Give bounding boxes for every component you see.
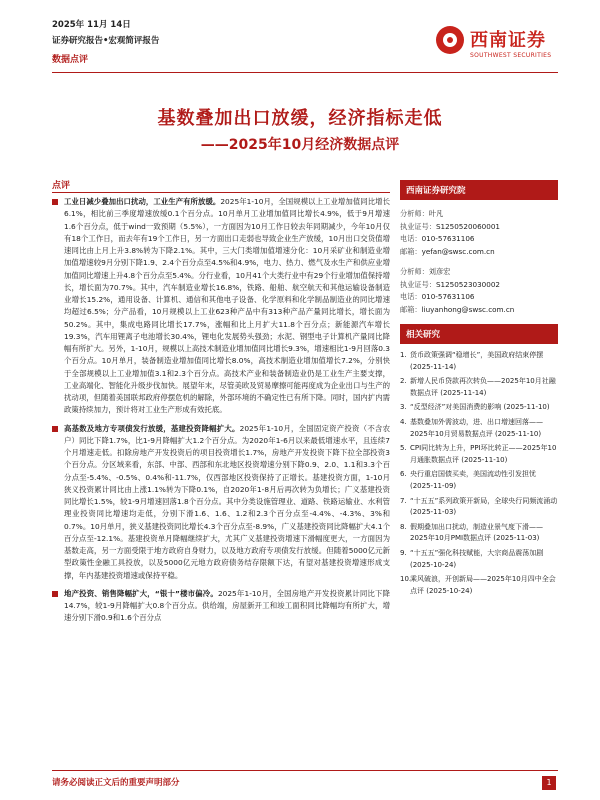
paragraph-industry [52, 196, 390, 417]
related-item-number: 9. [400, 548, 407, 557]
paragraph-text: 2025年1-10月，全国规模以上工业增加值同比增长6.1%，相比前三季度增速放缓0.1个百分点。10月单月工业增加值同比增长4.9%，低于9月增速1.6个百分点，低于wind一致预期（5.5%），一方面因为10月工作日较去年同期减少，今年10月仅有18个工作日，而去年有19个工作日，另一方面出口走弱也导致企业生产放缓，10月出口交货值增速同比由上月上升3.8%转为下降2.1%。其中，三大门类增加值增速分化：10月采矿业和制造业增加值增速较9月分别下降1.9、2.4个百分点至4.5%和4.9%，电力、热力、燃气及水生产和供应业增加值同比增速上升4.8个百分点至5.4%。分行业看，10月41个大类行业中有29个行业增加值保持增长，增长面为70.7%。其中，汽车制造业增长16.8%，铁路、船舶、航空航天和其他运输设备制造业增长15.2%，通用设备、计算机、通信和其他电子设备、化学原料和化学制品制造业的同比增速均超过6.5%；分产品看，10月规模以上工业623种产品中有313种产品产量同比增长，增长面为50.2%。其中，集成电路同比增长17.7%，涨幅和比上月扩大11.8个百分点；新能源汽车增长19.3%，汽车用锂离子电池增长30.4%，锂电化发展势头强劲；水泥、钢型电子计算机产量同比降幅有所扩大。另外，1-10月，规模以上高技术制造业增加值同比增长9.3%，增速相比1-9月回落0.3个百分点。10月单月，装备制造业增加值同比增长8.0%，高技术制造业增加值增长7.2%，分别快于全部规模以上工业增加值3.1和2.3个百分点。高技术产业和装备制造业仍是工业生产主要支撑，工业高端化、智能化升级步伐加快。展望年末，尽管美欧及贸易摩擦可能再度成为企业出口与生产的扰动项，但随着美国联邦政府停摆危机的解除，外部环境的不确定性已有所下降。同时，国内扩内需政策持续加力，预计将对工业生产形成有效托底。 [64, 197, 390, 415]
page-number: 1 [542, 776, 556, 790]
related-research-header: 相关研究 [400, 324, 558, 344]
analyst-phone: 010-57631106 [421, 292, 475, 301]
related-item-text: “反型经济”对美国消费的影响 (2025-11-10) [410, 403, 550, 412]
related-item-number: 3. [400, 403, 407, 412]
analyst-card [400, 208, 558, 258]
related-item-text: 乘风破浪，开创新局——2025年10月四中全会点评 (2025-10-24) [410, 575, 556, 595]
section-divider [52, 192, 390, 193]
logo-mark-icon [436, 26, 464, 54]
report-category: 数据点评 [52, 55, 89, 65]
analyst-label: 分析师： [400, 209, 429, 218]
analyst-label: 分析师： [400, 267, 429, 276]
related-item-text: 假期叠加出口扰动，制造业景气度下滑——2025年10月PMI数据点评 (2025-11-03) [410, 522, 543, 543]
paragraph-real-estate [52, 588, 390, 625]
header-divider [52, 72, 558, 73]
paragraph-lead: 高基数及地方专项债发行放缓，基建投资降幅扩大。 [64, 423, 240, 433]
logo-text-cn: 西南证券 [470, 30, 546, 51]
related-item[interactable] [400, 350, 558, 373]
report-type: 证券研究报告•宏观简评报告 [52, 36, 160, 46]
related-item-number: 1. [400, 351, 407, 359]
square-bullet-icon [52, 591, 58, 597]
phone-label: 电话： [400, 234, 422, 243]
related-item[interactable] [400, 574, 558, 597]
square-bullet-icon [52, 426, 58, 432]
report-date: 2025年 11月 14日 [52, 20, 131, 30]
phone-label: 电话： [400, 292, 422, 301]
related-item-text: 新增人民币贷款再次转负——2025年10月社融数据点评 (2025-11-14) [410, 377, 556, 397]
related-item[interactable] [400, 402, 558, 414]
analyst-card [400, 266, 558, 316]
related-item-text: CPI同比转为上升，PPI环比转正——2025年10月通胀数据点评 (2025-11-10) [410, 444, 557, 464]
email-label: 邮箱： [400, 246, 422, 256]
related-item-text: 央行重启国债买卖，美国流动性引发担忧 (2025-11-09) [410, 470, 536, 490]
analyst-name: 叶凡 [428, 209, 444, 218]
related-item[interactable] [400, 376, 558, 399]
related-item[interactable] [400, 522, 558, 545]
analyst-cert: S1250523030002 [435, 279, 500, 289]
company-logo [436, 24, 556, 72]
footer-disclaimer: 请务必阅读正文后的重要声明部分 [52, 778, 180, 788]
related-item-text: 基数叠加外需波动，进、出口增速回落——2025年10月贸易数据点评 (2025-11-10) [410, 417, 543, 438]
cert-label: 执业证号： [400, 279, 436, 289]
related-item-text: 货币政策强调“稳增长”，美国政府结束停摆 (2025-11-14) [410, 351, 544, 371]
related-item-number: 2. [400, 377, 407, 386]
related-item-number: 6. [400, 470, 407, 479]
paragraph-text: 2025年1-10月，全国固定资产投资（不含农户）同比下降1.7%，比1-9月降幅扩大1.2个百分点。为2020年1-6月以来最低增速水平，且连续7个月增速走低。扣除房地产开发投资后的项目投资增长1.7%，房地产开发投资下降下拉全部投资3个百分点。分区域来看，东部、中部、西部和东北地区投资增速分别下降0.9、2.0、1.1和3.3个百分点至-5.4%、-0.5%、0.4%和-11.7%，仅西部地区投资保持了正增长。基建投资方面，1-10月狭义投资累计同比由上涨1.1%转为下降0.1%，自2020年1-8月后再次转为负增长；广义基建投资同比增长1.5%，较1-9月增速回落1.8个百分点。其中分类设施管理业、道路、铁路运输业、水利管理业投资同比增速均走低，分别下滑1.6、1.6、1.2和2.3个百分点至-4.4%、-4.3%、3%和0.7%。10月单月，狭义基建投资同比增长4.3个百分点至-8.9%，广义基建投资同比降幅扩大4.1个百分点至-12.1%。基建投资单月降幅继续扩大，尤其广义基建投资增速下滑幅度更大，一方面因为基数走高，另一方面受限于地方政府自身财力，以及地方政府专项债发行放缓。但随着5000亿元新型政策性金融工具投放，以及5000亿元地方政府债务结存限额下达，有望对基建投资增速形成支撑，年内基建投资增速或保持平稳。 [64, 423, 390, 580]
analyst-phone: 010-57631106 [421, 234, 475, 243]
related-item[interactable] [400, 496, 558, 519]
footer-divider [52, 770, 558, 771]
related-item-text: “十五五”强化科技赋能，大宗商品震荡加剧 (2025-10-24) [410, 548, 544, 569]
sidebar [400, 180, 558, 600]
paragraph-text: 2025年1-10月，全国房地产开发投资累计同比下降14.7%，较1-9月降幅扩大0.8个百分点。供给端，房屋新开工和竣工面积同比降幅均有所扩大，增速分别下滑0.9和1.6个百分点 [64, 588, 390, 623]
analyst-name: 刘彦宏 [428, 267, 451, 276]
sidebar-header: 西南证券研究院 [400, 180, 558, 200]
related-item[interactable] [400, 443, 558, 466]
related-item[interactable] [400, 469, 558, 492]
analyst-email[interactable]: liuyanhong@swsc.com.cn [421, 304, 515, 314]
logo-text-en: SOUTHWEST SECURITIES [470, 52, 552, 59]
paragraph-investment [52, 423, 390, 582]
email-label: 邮箱： [400, 304, 422, 314]
related-item[interactable] [400, 417, 558, 440]
related-item-number: 10. [400, 575, 412, 584]
analyst-cert: S1250520060001 [435, 221, 500, 231]
paragraph-lead: 工业日减少叠加出口扰动，工业生产有所放缓。 [64, 197, 221, 206]
report-subtitle: ——2025年10月经济数据点评 [200, 137, 400, 153]
related-item-number: 4. [400, 417, 407, 426]
analyst-email[interactable]: yefan@swsc.com.cn [421, 246, 495, 256]
section-label: 点评 [52, 181, 71, 191]
paragraph-lead: 地产投资、销售降幅扩大，“银十”楼市偏冷。 [64, 588, 218, 598]
related-item-number: 5. [400, 444, 407, 453]
square-bullet-icon [52, 199, 58, 205]
related-item-text: “十五五”系列政策开新局，全球央行同频流涌动 (2025-11-03) [410, 496, 558, 517]
related-item-number: 7. [400, 496, 407, 505]
related-item-number: 8. [400, 522, 407, 531]
report-title: 基数叠加出口放缓，经济指标走低 [157, 108, 443, 129]
cert-label: 执业证号： [400, 221, 436, 231]
related-item[interactable] [400, 548, 558, 571]
main-content [52, 196, 390, 631]
